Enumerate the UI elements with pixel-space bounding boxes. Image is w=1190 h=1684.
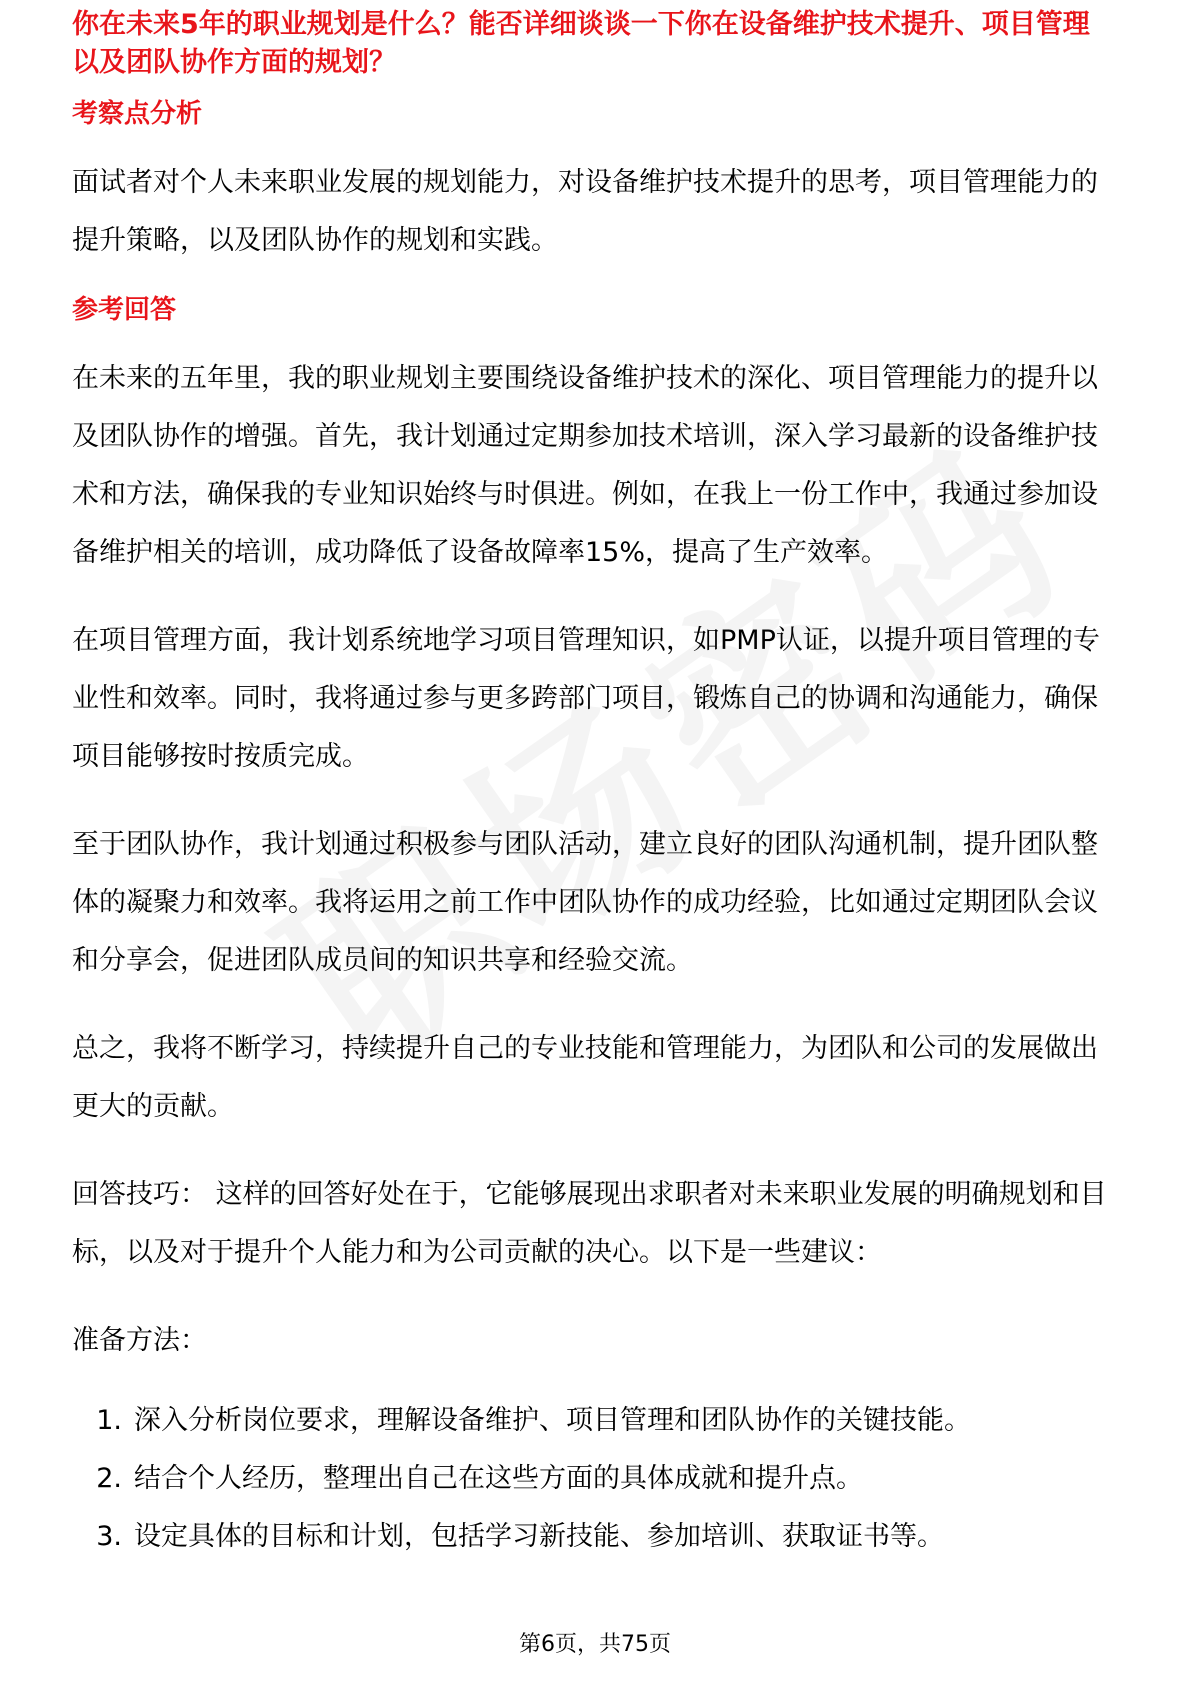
question-line-1: 你在未来5年的职业规划是什么？能否详细谈谈一下你在设备维护技术提升、项目管理 [72,9,1090,40]
question-title [72,6,1122,78]
answer-paragraph-4: 总之，我将不断学习，持续提升自己的专业技能和管理能力，为团队和公司的发展做出更大的贡献。 [72,1033,1098,1122]
preparation-list [72,1392,1122,1566]
answer-paragraph-2: 在项目管理方面，我计划系统地学习项目管理知识，如PMP认证，以提升项目管理的专业性和效率。同时，我将通过参与更多跨部门项目，锻炼自己的协调和沟通能力，确保项目能够按时按质完成。 [72,625,1100,772]
page-footer: 第6页，共75页 [519,1632,671,1657]
tips-text: 回答技巧： 这样的回答好处在于，它能够展现出求职者对未来职业发展的明确规划和目标，以及对于提升个人能力和为公司贡献的决心。以下是一些建议： [72,1179,1107,1268]
list-item-number: 1. [96,1405,122,1436]
list-item [72,1392,1122,1450]
question-line-2: 以及团队协作方面的规划？ [72,47,396,78]
list-item [72,1450,1122,1508]
document-content [72,9,1122,1566]
list-item-number: 2. [96,1463,122,1494]
list-item-number: 3. [96,1521,122,1552]
answer-paragraph-3: 至于团队协作，我计划通过积极参与团队活动，建立良好的团队沟通机制，提升团队整体的凝聚力和效率。我将运用之前工作中团队协作的成功经验，比如通过定期团队会议和分享会，促进团队成员间的知识共享和经验交流。 [72,829,1098,976]
analysis-heading: 考察点分析 [72,99,203,129]
preparation-label: 准备方法： [72,1325,207,1356]
list-item-text: 结合个人经历，整理出自己在这些方面的具体成就和提升点。 [134,1463,863,1494]
list-item [72,1508,1122,1566]
answer-heading: 参考回答 [72,295,177,325]
list-item-text: 设定具体的目标和计划，包括学习新技能、参加培训、获取证书等。 [134,1521,944,1552]
analysis-text: 面试者对个人未来职业发展的规划能力，对设备维护技术提升的思考，项目管理能力的提升策略，以及团队协作的规划和实践。 [72,167,1098,256]
answer-paragraph-1: 在未来的五年里，我的职业规划主要围绕设备维护技术的深化、项目管理能力的提升以及团队协作的增强。首先，我计划通过定期参加技术培训，深入学习最新的设备维护技术和方法，确保我的专业知识始终与时俱进。例如，在我上一份工作中，我通过参加设备维护相关的培训，成功降低了设备故障率15%，提高了生产效率。 [72,363,1098,568]
list-item-text: 深入分析岗位要求，理解设备维护、项目管理和团队协作的关键技能。 [134,1405,971,1436]
